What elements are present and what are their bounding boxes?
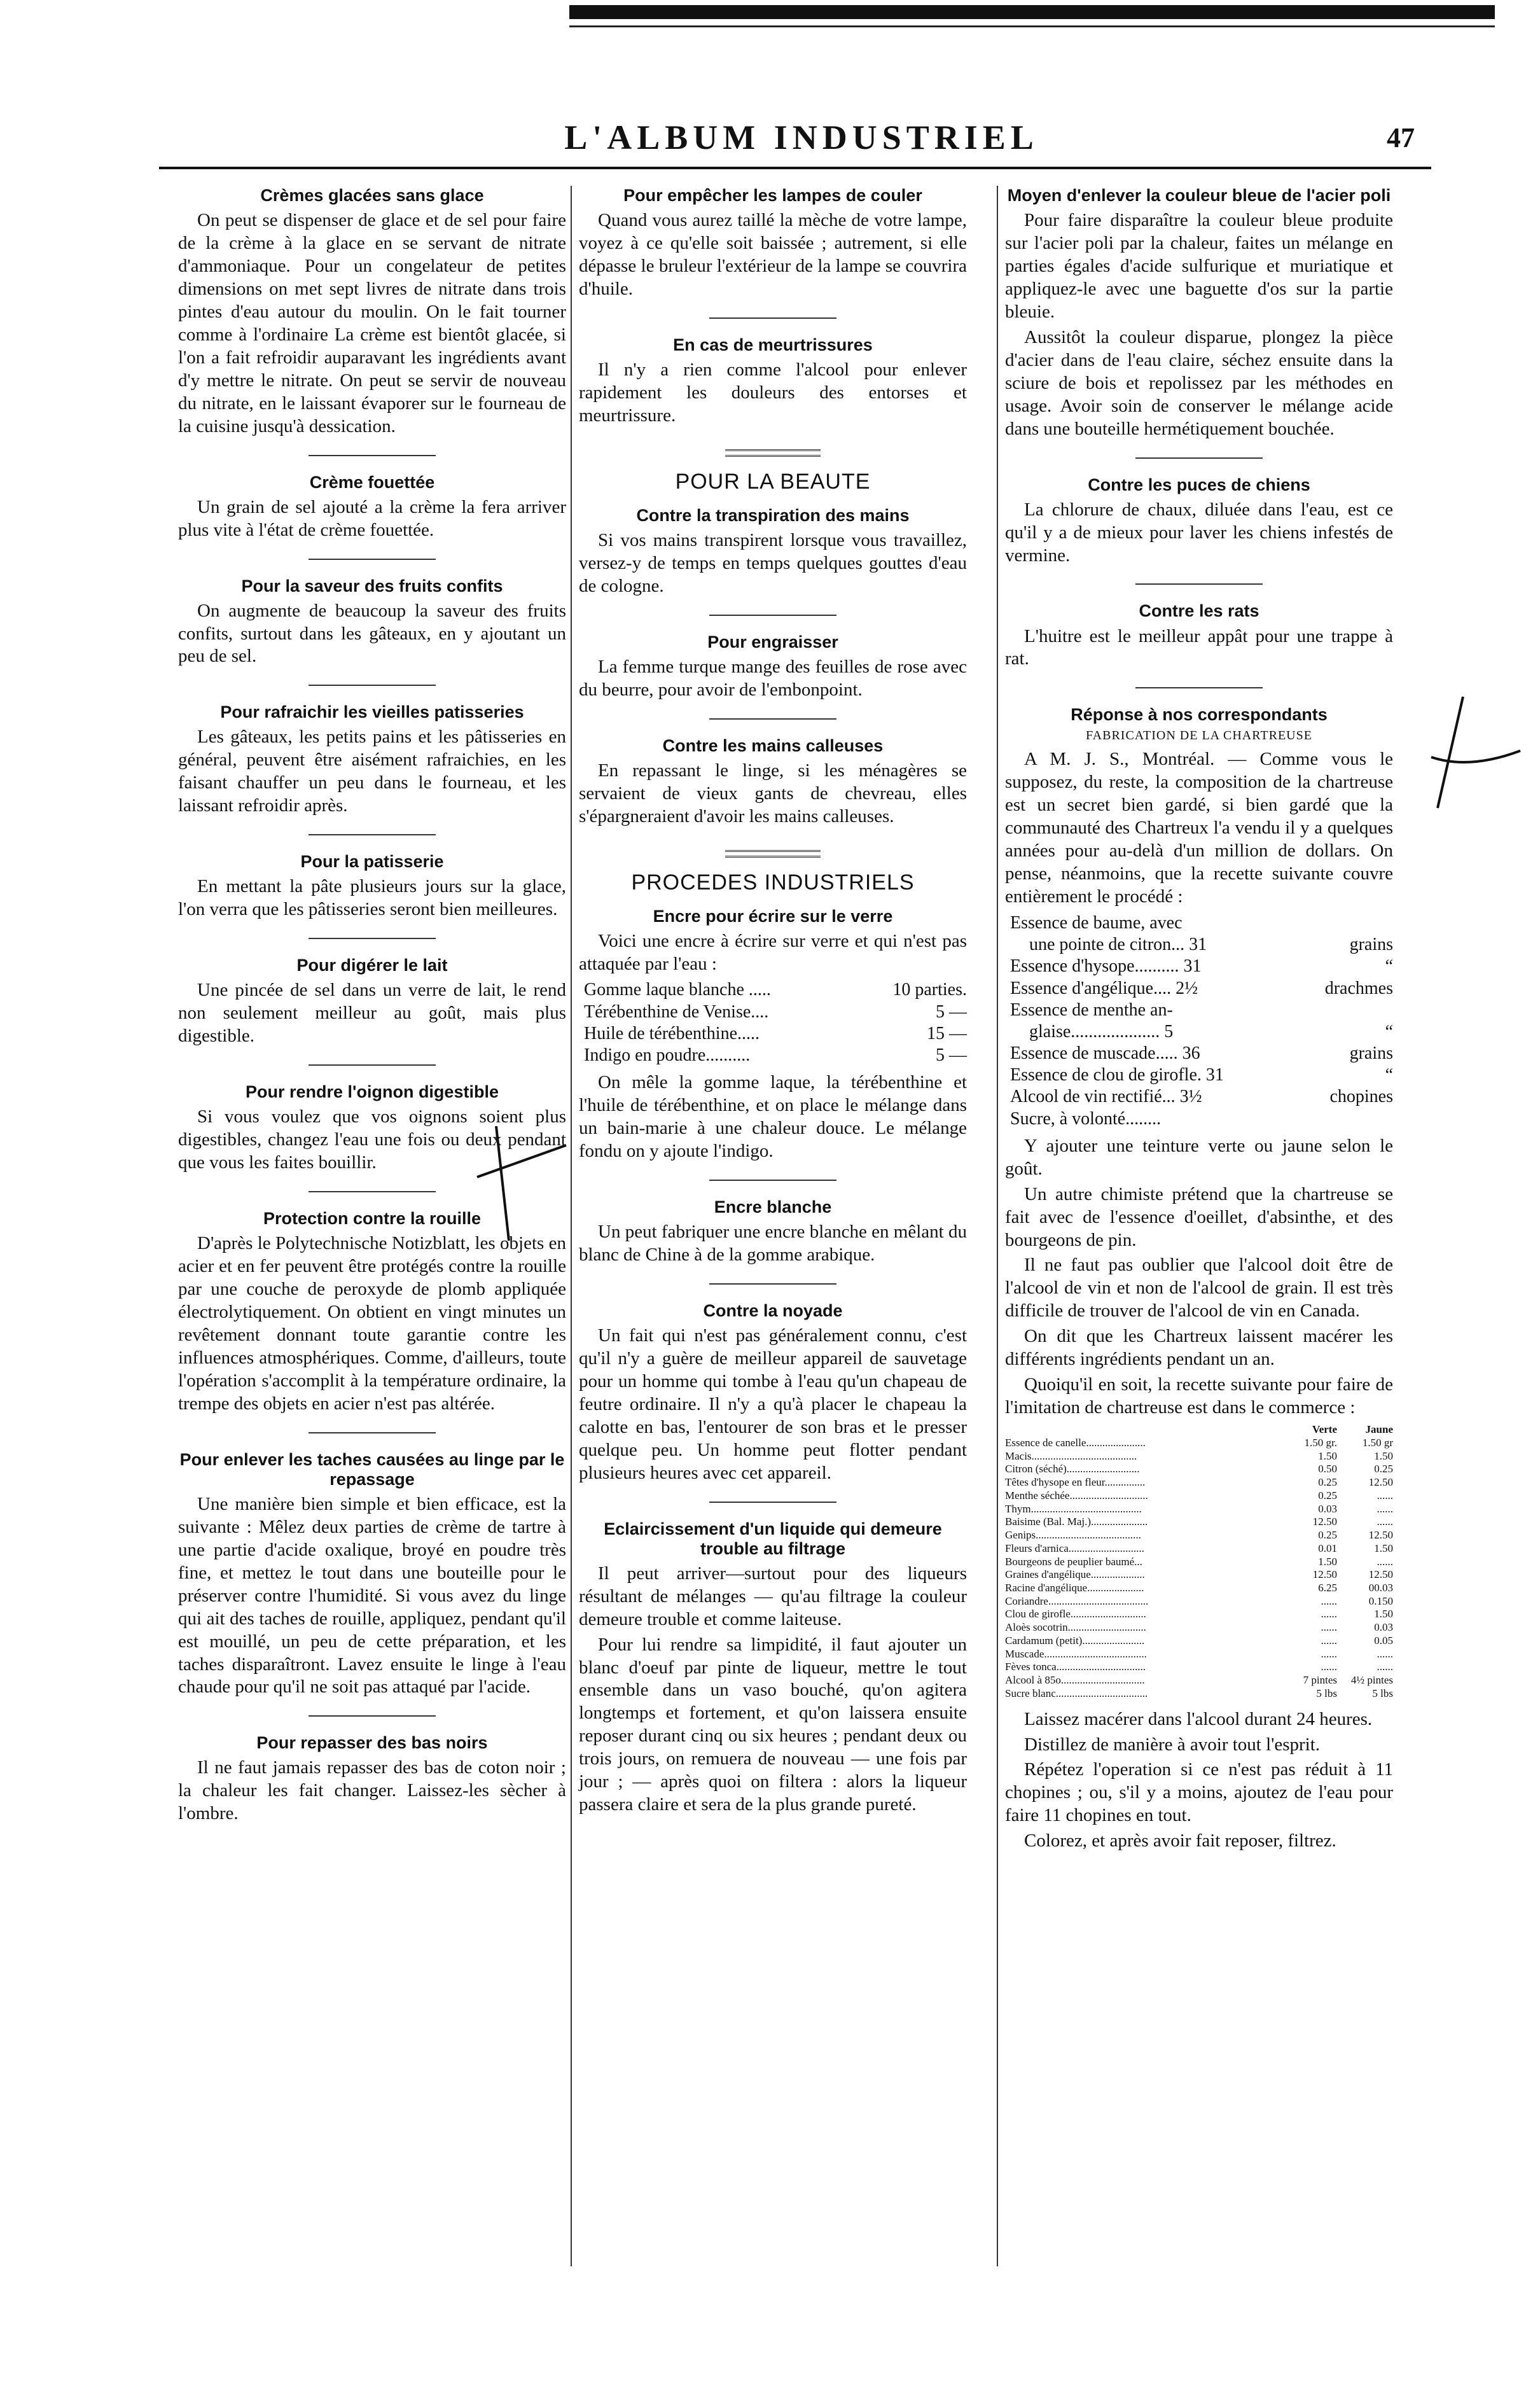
recipe-qty: “ [1385, 1065, 1393, 1085]
verte-qty: 0.25 [1318, 1489, 1337, 1502]
separator [309, 455, 436, 456]
ingredient-name: Bourgeons de peuplier baumé... [1005, 1555, 1142, 1568]
article-title: Contre les rats [1139, 601, 1259, 621]
column-header-jaune: Jaune [1365, 1423, 1393, 1436]
jaune-qty: ...... [1377, 1661, 1393, 1673]
article-paragraph: Quoiqu'il en soit, la recette suivante pour faire de l'imitation de chartreuse est dans le commerce : [1005, 1374, 1393, 1418]
article-paragraph: On dit que les Chartreux laissent macérer les différents ingrédients pendant un an. [1005, 1326, 1393, 1370]
recipe-row [1005, 1086, 1393, 1108]
verte-qty: 12.50 [1312, 1516, 1337, 1528]
separator [1135, 583, 1263, 585]
ingredient-name: Thym......................................... [1005, 1502, 1142, 1515]
verte-qty: 1.50 [1318, 1449, 1337, 1462]
jaune-qty: ...... [1377, 1489, 1393, 1502]
recipe-name: Sucre, à volonté........ [1010, 1108, 1162, 1129]
recipe-row [1005, 1674, 1393, 1687]
recipe-row [1005, 978, 1393, 1000]
article-paragraph: Distillez de manière à avoir tout l'esprit. [1024, 1734, 1321, 1755]
ingredient-qty: 10 parties. [892, 980, 967, 1000]
column-3 [1005, 186, 1393, 2343]
verte-qty: 1.50 gr. [1304, 1436, 1337, 1449]
verte-qty: ...... [1321, 1594, 1337, 1607]
verte-qty: 0.25 [1318, 1476, 1337, 1489]
recipe-name: une pointe de citron... 31 [1029, 935, 1207, 955]
ingredient-name: Graines d'angélique.................... [1005, 1568, 1145, 1581]
recipe-row [1005, 1595, 1393, 1608]
recipe-row [1005, 1021, 1393, 1043]
article-paragraph: Laissez macérer dans l'alcool durant 24 heures. [1024, 1708, 1373, 1729]
recipe-row [1005, 1043, 1393, 1064]
recipe-table [1005, 912, 1393, 1130]
separator [309, 1064, 436, 1066]
recipe-name: Essence d'hysope.......... 31 [1010, 956, 1202, 977]
article-paragraph: Pour lui rendre sa limpidité, il faut ajouter un blanc d'oeuf par pinte de liqueur, mettre le tout ensemble dans un vaso bouché, qu'on agitera longtemps et fortement, et qu'on laissera ensuite reposer durant cinq ou six heures ; pendant deux ou trois jours, on remuera de nouveau — une fois par jour ; — après quoi on filtera : alors la liqueur passera claire et sera de la plus grande pureté. [579, 1634, 967, 1815]
article-title: Moyen d'enlever la couleur bleue de l'acier poli [1007, 186, 1391, 205]
recipe-row [1005, 1463, 1393, 1476]
article-paragraph: Répétez l'operation si ce n'est pas réduit à 11 chopines ; ou, s'il y a moins, ajoutez de l'eau pour faire 11 chopines en tout. [1005, 1759, 1393, 1826]
ingredient-name: Aloès socotrin............................. [1005, 1621, 1146, 1634]
article-paragraph: Un autre chimiste prétend que la chartreuse se fait avec de l'essence d'oeillet, d'absinthe, et des bourgeons de pin. [1005, 1183, 1393, 1250]
jaune-qty: 5 lbs [1372, 1687, 1393, 1699]
article-title: Contre les puces de chiens [1088, 475, 1310, 494]
ingredient-qty: 5 — [936, 1045, 967, 1065]
article-paragraph: Colorez, et après avoir fait reposer, filtrez. [1024, 1830, 1336, 1851]
ingredient-name: Clou de girofle............................ [1005, 1608, 1146, 1621]
separator [709, 1180, 836, 1181]
article-title: Eclaircissement d'un liquide qui demeure trouble au filtrage [604, 1519, 942, 1558]
verte-qty: 12.50 [1312, 1568, 1337, 1581]
section-heading: PROCEDES INDUSTRIELS [631, 870, 915, 895]
jaune-qty: 1.50 [1374, 1608, 1393, 1621]
double-separator [725, 449, 821, 457]
jaune-qty: 1.50 [1374, 1542, 1393, 1554]
double-separator [725, 850, 821, 858]
recipe-row [1005, 1516, 1393, 1529]
article-title: Pour empêcher les lampes de couler [623, 186, 922, 205]
handwritten-cross-mark [1419, 694, 1527, 814]
recipe-name: Essence de muscade..... 36 [1010, 1043, 1200, 1064]
article-paragraph: Si vos mains transpirent lorsque vous travaillez, versez-y de temps en temps quelques gouttes d'eau de cologne. [579, 529, 967, 596]
recipe-name: Essence de menthe an- [1010, 1000, 1173, 1020]
verte-qty: ...... [1321, 1634, 1337, 1647]
article-paragraph: Un fait qui n'est pas généralement connu, c'est qu'il n'y a guère de meilleur appareil de sauvetage pour un homme qui tombe à l'eau qu'un chapeau de feutre ordinaire. Il n'y a qu'à placer le chapeau la calotte en bas, l'entourer de son bras et le presser quelque peu. Un homme peut flotter pendant plusieurs heures avec cet appareil. [579, 1325, 967, 1483]
ink-ingredients-table [579, 979, 967, 1066]
recipe-row [1005, 1608, 1393, 1621]
article-paragraph: Une manière bien simple et bien efficace, est la suivante : Mêlez deux parties de crème de tartre à une partie d'acide oxalique, broyé en poudre très fine, et mettez le tout dans une bouteille pour le préserver contre l'humidité. Si vous avez du linge qui ait des taches de rouille, appliquez, pendant qu'il est mouillé, un peu de cette préparation, et les taches disparaîtront. Lavez ensuite le linge à l'eau chaude pour qu'il ne soit pas attaqué par l'acide. [178, 1493, 566, 1697]
jaune-qty: ...... [1377, 1555, 1393, 1568]
jaune-qty: ...... [1377, 1502, 1393, 1515]
recipe-name: Essence de baume, avec [1010, 913, 1183, 933]
article-paragraph: Aussitôt la couleur disparue, plongez la pièce d'acier dans de l'eau claire, séchez ensuite dans la sciure de bois et repolissez par les méthodes en usage. Avoir soin de conserver le mélange acide dans une bouteille hermétiquement bouchée. [1005, 326, 1393, 439]
verte-qty: ...... [1321, 1621, 1337, 1634]
ingredient-name: Coriandre..................................... [1005, 1594, 1149, 1607]
verte-qty: 7 pintes [1303, 1674, 1337, 1687]
jaune-qty: 12.50 [1368, 1529, 1393, 1542]
article-paragraph: On augmente de beaucoup la saveur des fruits confits, surtout dans les gâteaux, en y ajoutant un peu de sel. [178, 600, 566, 667]
article-paragraph: Il ne faut jamais repasser des bas de coton noir ; la chaleur les fait changer. Laissez-les sècher à l'ombre. [178, 1757, 566, 1824]
ingredient-name: Genips....................................... [1005, 1529, 1141, 1542]
article-paragraph: Y ajouter une teinture verte ou jaune selon le goût. [1005, 1135, 1393, 1179]
recipe-row [1005, 1529, 1393, 1542]
article-paragraph: Il ne faut pas oublier que l'alcool doit être de l'alcool de vin et non de l'alcool de grain. Il est très difficile de trouver de l'alcool de vin en Canada. [1005, 1255, 1393, 1321]
article-paragraph: La chlorure de chaux, diluée dans l'eau, est ce qu'il y a de mieux pour laver les chiens infestés de vermine. [1005, 499, 1393, 566]
jaune-qty: 1.50 [1374, 1449, 1393, 1462]
section-heading: POUR LA BEAUTE [675, 469, 871, 494]
separator [309, 1715, 436, 1717]
recipe-header-row [1005, 1423, 1393, 1437]
article-subtitle: FABRICATION DE LA CHARTREUSE [1086, 728, 1312, 743]
recipe-row [1005, 1064, 1393, 1086]
article-title: Pour rafraichir les vieilles patisseries [220, 702, 524, 722]
recipe-row [1005, 1582, 1393, 1595]
separator [309, 1191, 436, 1192]
ingredient-name: Alcool à 85o............................... [1005, 1674, 1145, 1687]
page-number: 47 [1387, 122, 1415, 153]
ingredient-name: Baisime (Bal. Maj.)..................... [1005, 1516, 1148, 1528]
ingredient-name: Fèves tonca................................. [1005, 1661, 1146, 1673]
separator [709, 1502, 836, 1503]
article-title: Pour rendre l'oignon digestible [246, 1082, 499, 1102]
verte-qty: ...... [1321, 1661, 1337, 1673]
recipe-name: Essence de clou de girofle. 31 [1010, 1065, 1224, 1085]
recipe-row [1005, 1568, 1393, 1582]
recipe-row [1005, 1450, 1393, 1463]
article-paragraph: D'après le Polytechnische Notizblatt, les objets en acier et en fer peuvent être protégés contre la rouille par une couche de peroxyde de plomb appliquée électrolytiquement. On obtient en vingt minutes un revêtement donnant toute garantie contre les influences atmosphériques. Comme, d'ailleurs, toute l'opération s'accomplit à la température ordinaire, la trempe des objets en acier n'est pas altérée. [178, 1233, 566, 1414]
article-paragraph: En repassant le linge, si les ménagères se servaient de vieux gants de chevreau, elles s'épargneraient d'avoir les mains calleuses. [579, 760, 967, 826]
jaune-qty: 0.25 [1374, 1463, 1393, 1475]
recipe-qty: grains [1349, 935, 1393, 955]
recipe-name: Essence d'angélique.... 2½ [1010, 978, 1198, 998]
article-title: En cas de meurtrissures [673, 335, 873, 354]
verte-qty: ...... [1321, 1647, 1337, 1660]
article-paragraph: On peut se dispenser de glace et de sel pour faire de la crème à la glace en se servant de nitrate d'ammoniaque. Pour un congelateur de petites dimensions on met sept livres de nitrate dans trois pintes d'eau autour du moulin. On le fait tourner comme à l'ordinaire La crème est bientôt glacée, si l'on a fait refroidir auparavant les ingrédients avant d'y mettre le nitrate. On peut se servir de nouveau du nitrate, en le laissant évaporer sur le fourneau de la cuisine jusqu'à dessication. [178, 210, 566, 436]
article-title: Contre la noyade [703, 1300, 843, 1320]
recipe-row [1005, 1542, 1393, 1556]
jaune-qty: 0.05 [1374, 1634, 1393, 1647]
verte-qty: 0.03 [1318, 1502, 1337, 1515]
article-title: Crèmes glacées sans glace [260, 186, 484, 205]
ingredient-name: Sucre blanc.................................. [1005, 1687, 1148, 1699]
article-paragraph: Un grain de sel ajouté a la crème la fera arriver plus vite à l'état de crème fouettée. [178, 496, 566, 540]
article-title: Pour la saveur des fruits confits [241, 576, 503, 596]
article-paragraph: Il n'y a rien comme l'alcool pour enlever rapidement les douleurs des entorses et meurtrissure. [579, 359, 967, 426]
article-title: Pour engraisser [707, 632, 838, 652]
ingredient-name: Citron (séché)........................... [1005, 1463, 1140, 1475]
separator [709, 1283, 836, 1285]
article-title: Contre les mains calleuses [662, 735, 884, 755]
ingredient-name: Gomme laque blanche ..... [584, 980, 771, 1000]
ingredient-row [579, 1045, 967, 1066]
recipe-row [1005, 1489, 1393, 1503]
column-header-verte: Verte [1312, 1423, 1337, 1436]
separator [309, 685, 436, 686]
ingredient-name: Indigo en poudre.......... [584, 1045, 751, 1065]
article-title: Pour la patisserie [300, 852, 444, 872]
article-paragraph: Il peut arriver—surtout pour des liqueurs résultant de mélanges — qu'au filtrage la couleur demeure trouble et comme laiteuse. [579, 1563, 967, 1629]
header-rule [159, 167, 1431, 169]
recipe-row [1005, 1621, 1393, 1635]
column-divider [997, 186, 998, 2266]
journal-title: L'ALBUM INDUSTRIEL [564, 118, 1039, 157]
article-title: Contre la transpiration des mains [636, 505, 910, 525]
recipe-qty: “ [1385, 1021, 1393, 1042]
ingredient-name: Térébenthine de Venise.... [584, 1001, 769, 1022]
recipe-row [1005, 956, 1393, 977]
verte-qty: 0.25 [1318, 1529, 1337, 1542]
masthead [0, 118, 1540, 162]
recipe-qty: drachmes [1324, 978, 1393, 998]
recipe-row [1005, 1108, 1393, 1130]
verte-qty: 0.01 [1318, 1542, 1337, 1554]
recipe-qty: chopines [1329, 1087, 1393, 1107]
separator [309, 938, 436, 939]
article-paragraph: On mêle la gomme laque, la térébenthine et l'huile de térébenthine, et on place le mélange dans un bain-marie à une chaleur douce. Le mélange fondu on y ajoute l'indigo. [579, 1072, 967, 1161]
separator [309, 834, 436, 835]
jaune-qty: 1.50 gr [1362, 1436, 1393, 1449]
ingredient-qty: 15 — [927, 1023, 967, 1043]
ingredient-qty: 5 — [936, 1001, 967, 1022]
separator [309, 1432, 436, 1433]
separator [709, 718, 836, 720]
verte-qty: 5 lbs [1316, 1687, 1337, 1699]
ingredient-name: Huile de térébenthine..... [584, 1023, 760, 1043]
recipe-row [1005, 1000, 1393, 1021]
separator [1135, 457, 1263, 459]
handwritten-cross-mark [471, 1120, 572, 1247]
article-title: Pour repasser des bas noirs [256, 1733, 488, 1753]
column-1 [178, 186, 566, 2343]
top-border-line [569, 25, 1495, 27]
separator [1135, 687, 1263, 688]
recipe-row [1005, 1648, 1393, 1661]
recipe-rows [1005, 1437, 1393, 1701]
ingredient-name: Essence de canelle...................... [1005, 1436, 1146, 1449]
article-title: Pour digérer le lait [296, 956, 448, 975]
article-title: Protection contre la rouille [263, 1209, 482, 1229]
ingredient-row [579, 1023, 967, 1045]
recipe-row [1005, 1635, 1393, 1648]
separator [709, 615, 836, 616]
jaune-qty: ...... [1377, 1647, 1393, 1660]
article-paragraph: Un peut fabriquer une encre blanche en mêlant du blanc de Chine à de la gomme arabique. [579, 1221, 967, 1265]
recipe-row [1005, 1556, 1393, 1569]
ingredient-name: Cardamum (petit)....................... [1005, 1634, 1145, 1647]
jaune-qty: 12.50 [1368, 1568, 1393, 1581]
separator [709, 317, 836, 319]
recipe-row [1005, 934, 1393, 956]
recipe-row [1005, 1437, 1393, 1450]
jaune-qty: 0.150 [1368, 1594, 1393, 1607]
ingredient-row [579, 1001, 967, 1023]
article-title: Réponse à nos correspondants [1071, 705, 1328, 725]
article-title: Pour enlever les taches causées au linge par le repassage [179, 1449, 565, 1489]
recipe-qty: grains [1349, 1043, 1393, 1064]
recipe-name: Alcool de vin rectifié... 3½ [1010, 1087, 1202, 1107]
recipe-row [1005, 1503, 1393, 1516]
ingredient-name: Racine d'angélique..................... [1005, 1581, 1144, 1594]
article-title: Encre blanche [714, 1197, 832, 1216]
article-paragraph: L'huitre est le meilleur appât pour une trappe à rat. [1005, 625, 1393, 669]
jaune-qty: 00.03 [1368, 1581, 1393, 1594]
recipe-row [1005, 1476, 1393, 1489]
jaune-qty: 0.03 [1374, 1621, 1393, 1634]
verte-qty: 1.50 [1318, 1555, 1337, 1568]
article-paragraph: A M. J. S., Montréal. — Comme vous le supposez, du reste, la composition de la chartreuse est un secret bien gardé, si bien gardé que la communauté des Chartreux l'a vendu il y a quelques années pour au-delà d'un million de dollars. On pense, néanmoins, que la recette suivante couvre entièrement le procédé : [1005, 749, 1393, 907]
recipe-row [1005, 1661, 1393, 1674]
recipe-qty: “ [1385, 956, 1393, 977]
article-paragraph: Si vous voulez que vos oignons soient plus digestibles, changez l'eau une fois ou deux pendant que vous les faites bouillir. [178, 1106, 566, 1173]
ingredient-name: Fleurs d'arnica............................ [1005, 1542, 1144, 1554]
verte-qty: 0.50 [1318, 1463, 1337, 1475]
article-title: Crème fouettée [309, 472, 435, 492]
ingredient-name: Menthe séchée............................. [1005, 1489, 1148, 1502]
separator [309, 559, 436, 560]
ingredient-row [579, 979, 967, 1001]
article-paragraph: Les gâteaux, les petits pains et les pâtisseries en général, peuvent être aisément rafraichies, en les faisant chauffer un peu dans le fourneau, et les laissant refroidir après. [178, 727, 566, 816]
jaune-qty: 4½ pintes [1350, 1674, 1393, 1687]
article-paragraph: En mettant la pâte plusieurs jours sur la glace, l'on verra que les pâtisseries seront bien meilleures. [178, 876, 566, 920]
ingredient-name: Macis....................................... [1005, 1449, 1137, 1462]
article-title: Encre pour écrire sur le verre [653, 906, 893, 926]
column-2 [579, 186, 967, 2343]
article-paragraph: Une pincée de sel dans un verre de lait, le rend non seulement meilleur au goût, mais plus digestible. [178, 980, 566, 1047]
ingredient-name: Têtes d'hysope en fleur............... [1005, 1476, 1146, 1489]
jaune-qty: 12.50 [1368, 1476, 1393, 1489]
article-paragraph: Pour faire disparaître la couleur bleue produite sur l'acier poli par la chaleur, faites un mélange en parties égales d'acide sulfurique et muriatique et appliquez-le avec une baguette d'os sur la partie bleuie. [1005, 210, 1393, 322]
article-paragraph: Quand vous aurez taillé la mèche de votre lampe, voyez à ce qu'elle soit baissée ; autrement, si elle dépasse le bruleur l'extérieur de la lampe se couvrira d'huile. [579, 210, 967, 299]
recipe-row [1005, 1687, 1393, 1701]
article-paragraph: La femme turque mange des feuilles de rose avec du beurre, pour avoir de l'embonpoint. [579, 656, 967, 700]
top-border-bar [569, 5, 1495, 19]
jaune-qty: ...... [1377, 1516, 1393, 1528]
article-paragraph: Voici une encre à écrire sur verre et qui n'est pas attaquée par l'eau : [579, 930, 967, 974]
ingredient-name: Muscade...................................... [1005, 1647, 1147, 1660]
verte-qty: 6.25 [1318, 1581, 1337, 1594]
verte-qty: ...... [1321, 1608, 1337, 1621]
recipe-row [1005, 912, 1393, 934]
recipe-name: glaise.................... 5 [1029, 1021, 1174, 1042]
chartreuse-recipe-table [1005, 1423, 1393, 1700]
